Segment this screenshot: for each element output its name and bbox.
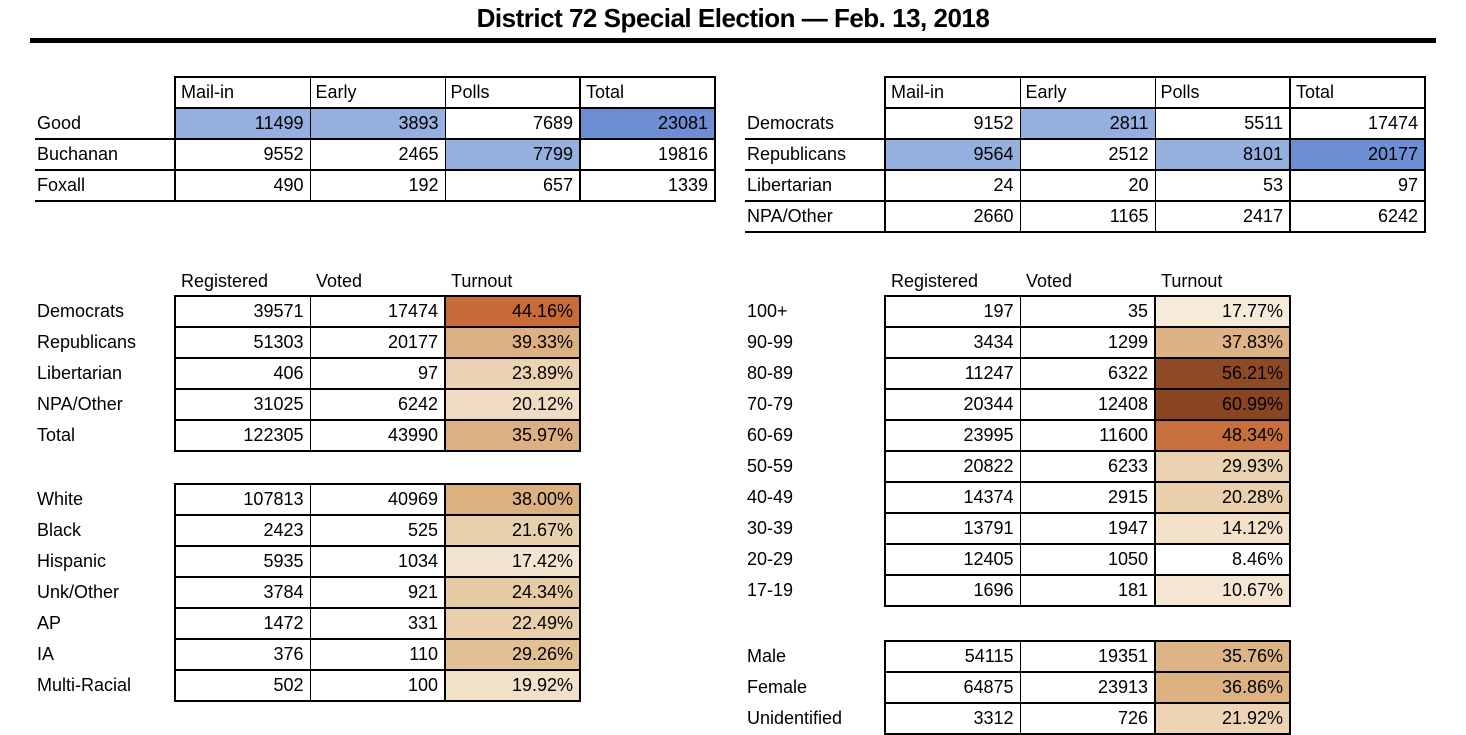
value-cell: 20177: [1290, 139, 1425, 170]
table-row: [35, 639, 580, 670]
table-row: [35, 515, 580, 546]
value-cell: 122305: [175, 420, 310, 451]
column-header: Turnout: [451, 271, 513, 291]
turnout-cell: 23.89%: [445, 358, 580, 389]
turnout-cell: 22.49%: [445, 608, 580, 639]
header-row: [745, 268, 1290, 296]
corner-cell: [35, 268, 175, 296]
turnout-cell: 10.67%: [1155, 575, 1290, 606]
row-label: Total: [37, 425, 76, 445]
column-header: Mail-in: [885, 77, 1020, 108]
column-header: Voted: [1026, 271, 1073, 291]
value-cell: 192: [310, 170, 445, 201]
turnout-by-race-table: [35, 483, 581, 702]
turnout-cell: 21.67%: [445, 515, 580, 546]
table-row: [745, 389, 1290, 420]
table-row: [745, 544, 1290, 575]
value-cell: 9564: [885, 139, 1020, 170]
value-cell: 3312: [885, 703, 1020, 734]
column-header: Voted: [316, 271, 363, 291]
title-divider: [30, 38, 1436, 43]
column-header: Polls: [445, 77, 580, 108]
row-label: Male: [747, 646, 787, 666]
party-results-table: [745, 76, 1426, 233]
value-cell: 11600: [1020, 420, 1155, 451]
corner-cell: [745, 268, 885, 296]
header-row: [35, 268, 580, 296]
table-row: [35, 484, 580, 515]
value-cell: 20344: [885, 389, 1020, 420]
turnout-cell: 20.28%: [1155, 482, 1290, 513]
column-header: Registered: [181, 271, 269, 291]
row-label: 17-19: [747, 580, 794, 600]
turnout-cell: 38.00%: [445, 484, 580, 515]
value-cell: 1339: [580, 170, 715, 201]
turnout-by-age-table: [745, 268, 1291, 607]
value-cell: 1165: [1020, 201, 1155, 232]
turnout-cell: 37.83%: [1155, 327, 1290, 358]
table-row: [745, 703, 1290, 734]
turnout-cell: 21.92%: [1155, 703, 1290, 734]
value-cell: 43990: [310, 420, 445, 451]
header-row: [745, 77, 1425, 108]
value-cell: 8101: [1155, 139, 1290, 170]
value-cell: 2660: [885, 201, 1020, 232]
turnout-by-gender-table: [745, 640, 1291, 735]
corner-cell: [35, 77, 175, 108]
value-cell: 2423: [175, 515, 310, 546]
header-row: [35, 77, 715, 108]
row-label: Black: [37, 520, 82, 540]
table-row: [745, 482, 1290, 513]
row-label: 80-89: [747, 363, 794, 383]
table-row: [35, 608, 580, 639]
value-cell: 24: [885, 170, 1020, 201]
column-header: Mail-in: [175, 77, 310, 108]
value-cell: 6322: [1020, 358, 1155, 389]
turnout-cell: 35.97%: [445, 420, 580, 451]
row-label: Unidentified: [747, 708, 843, 728]
row-label: NPA/Other: [745, 201, 885, 232]
row-label: 50-59: [747, 456, 794, 476]
row-label: AP: [37, 613, 62, 633]
value-cell: 6242: [310, 389, 445, 420]
table-row: [35, 358, 580, 389]
value-cell: 53: [1155, 170, 1290, 201]
table-row: [35, 389, 580, 420]
table-row: [745, 108, 1425, 139]
row-label: 30-39: [747, 518, 794, 538]
value-cell: 11247: [885, 358, 1020, 389]
value-cell: 9152: [885, 108, 1020, 139]
value-cell: 20: [1020, 170, 1155, 201]
turnout-by-party-table: [35, 268, 581, 452]
value-cell: 6233: [1020, 451, 1155, 482]
value-cell: 3434: [885, 327, 1020, 358]
row-label: White: [37, 489, 84, 509]
turnout-cell: 8.46%: [1155, 544, 1290, 575]
row-label: Hispanic: [37, 551, 107, 571]
value-cell: 3784: [175, 577, 310, 608]
value-cell: 51303: [175, 327, 310, 358]
value-cell: 107813: [175, 484, 310, 515]
candidate-results-table: [35, 76, 716, 202]
row-label: Unk/Other: [37, 582, 120, 602]
table-row: [745, 327, 1290, 358]
turnout-cell: 39.33%: [445, 327, 580, 358]
table-row: [35, 577, 580, 608]
page-title: District 72 Special Election — Feb. 13, 2018: [476, 3, 990, 33]
column-header: Total: [580, 77, 715, 108]
value-cell: 181: [1020, 575, 1155, 606]
table-row: [745, 641, 1290, 672]
value-cell: 490: [175, 170, 310, 201]
value-cell: 35: [1020, 296, 1155, 327]
turnout-cell: 20.12%: [445, 389, 580, 420]
value-cell: 20177: [310, 327, 445, 358]
turnout-cell: 44.16%: [445, 296, 580, 327]
value-cell: 40969: [310, 484, 445, 515]
value-cell: 7689: [445, 108, 580, 139]
value-cell: 13791: [885, 513, 1020, 544]
value-cell: 2512: [1020, 139, 1155, 170]
row-label: Democrats: [745, 108, 885, 139]
row-label: Libertarian: [37, 363, 123, 383]
value-cell: 97: [1290, 170, 1425, 201]
table-row: [745, 672, 1290, 703]
value-cell: 54115: [885, 641, 1020, 672]
table-row: [745, 358, 1290, 389]
value-cell: 7799: [445, 139, 580, 170]
row-label: Republicans: [37, 332, 137, 352]
column-header: Total: [1290, 77, 1425, 108]
column-header: Early: [310, 77, 445, 108]
value-cell: 23081: [580, 108, 715, 139]
turnout-cell: 29.26%: [445, 639, 580, 670]
value-cell: 17474: [310, 296, 445, 327]
value-cell: 19816: [580, 139, 715, 170]
value-cell: 2915: [1020, 482, 1155, 513]
value-cell: 12405: [885, 544, 1020, 575]
turnout-cell: 17.42%: [445, 546, 580, 577]
row-label: Buchanan: [35, 139, 175, 170]
value-cell: 39571: [175, 296, 310, 327]
row-label: 90-99: [747, 332, 794, 352]
value-cell: 31025: [175, 389, 310, 420]
value-cell: 1034: [310, 546, 445, 577]
turnout-cell: 36.86%: [1155, 672, 1290, 703]
value-cell: 657: [445, 170, 580, 201]
value-cell: 19351: [1020, 641, 1155, 672]
table-row: [35, 420, 580, 451]
table-row: [745, 513, 1290, 544]
value-cell: 331: [310, 608, 445, 639]
column-header: Early: [1020, 77, 1155, 108]
value-cell: 2465: [310, 139, 445, 170]
value-cell: 1050: [1020, 544, 1155, 575]
value-cell: 100: [310, 670, 445, 701]
table-row: [745, 139, 1425, 170]
turnout-cell: 48.34%: [1155, 420, 1290, 451]
table-row: [745, 201, 1425, 232]
row-label: 60-69: [747, 425, 794, 445]
row-label: 40-49: [747, 487, 794, 507]
table-row: [745, 420, 1290, 451]
value-cell: 1947: [1020, 513, 1155, 544]
value-cell: 406: [175, 358, 310, 389]
turnout-cell: 14.12%: [1155, 513, 1290, 544]
row-label: 20-29: [747, 549, 794, 569]
value-cell: 64875: [885, 672, 1020, 703]
row-label: Good: [35, 108, 175, 139]
value-cell: 376: [175, 639, 310, 670]
row-label: Libertarian: [745, 170, 885, 201]
table-row: [35, 327, 580, 358]
value-cell: 5511: [1155, 108, 1290, 139]
value-cell: 502: [175, 670, 310, 701]
table-row: [35, 139, 715, 170]
value-cell: 525: [310, 515, 445, 546]
value-cell: 1696: [885, 575, 1020, 606]
value-cell: 6242: [1290, 201, 1425, 232]
row-label: NPA/Other: [37, 394, 123, 414]
table-row: [745, 170, 1425, 201]
value-cell: 2811: [1020, 108, 1155, 139]
turnout-cell: 60.99%: [1155, 389, 1290, 420]
table-row: [35, 296, 580, 327]
value-cell: 110: [310, 639, 445, 670]
turnout-cell: 56.21%: [1155, 358, 1290, 389]
row-label: IA: [37, 644, 55, 664]
table-row: [745, 451, 1290, 482]
table-row: [35, 170, 715, 201]
table-row: [745, 575, 1290, 606]
value-cell: 14374: [885, 482, 1020, 513]
column-header: Registered: [891, 271, 979, 291]
row-label: 100+: [747, 301, 788, 321]
row-label: Republicans: [745, 139, 885, 170]
value-cell: 12408: [1020, 389, 1155, 420]
corner-cell: [745, 77, 885, 108]
row-label: Foxall: [35, 170, 175, 201]
value-cell: 2417: [1155, 201, 1290, 232]
turnout-cell: 24.34%: [445, 577, 580, 608]
column-header: Polls: [1155, 77, 1290, 108]
table-row: [745, 296, 1290, 327]
value-cell: 23913: [1020, 672, 1155, 703]
row-label: Multi-Racial: [37, 675, 132, 695]
turnout-cell: 29.93%: [1155, 451, 1290, 482]
value-cell: 17474: [1290, 108, 1425, 139]
value-cell: 3893: [310, 108, 445, 139]
value-cell: 197: [885, 296, 1020, 327]
value-cell: 23995: [885, 420, 1020, 451]
table-row: [35, 546, 580, 577]
row-label: Democrats: [37, 301, 125, 321]
row-label: Female: [747, 677, 808, 697]
turnout-cell: 35.76%: [1155, 641, 1290, 672]
value-cell: 9552: [175, 139, 310, 170]
table-row: [35, 670, 580, 701]
value-cell: 1472: [175, 608, 310, 639]
value-cell: 20822: [885, 451, 1020, 482]
value-cell: 11499: [175, 108, 310, 139]
table-row: [35, 108, 715, 139]
value-cell: 1299: [1020, 327, 1155, 358]
value-cell: 921: [310, 577, 445, 608]
column-header: Turnout: [1161, 271, 1223, 291]
turnout-cell: 17.77%: [1155, 296, 1290, 327]
value-cell: 97: [310, 358, 445, 389]
value-cell: 726: [1020, 703, 1155, 734]
turnout-cell: 19.92%: [445, 670, 580, 701]
row-label: 70-79: [747, 394, 794, 414]
value-cell: 5935: [175, 546, 310, 577]
